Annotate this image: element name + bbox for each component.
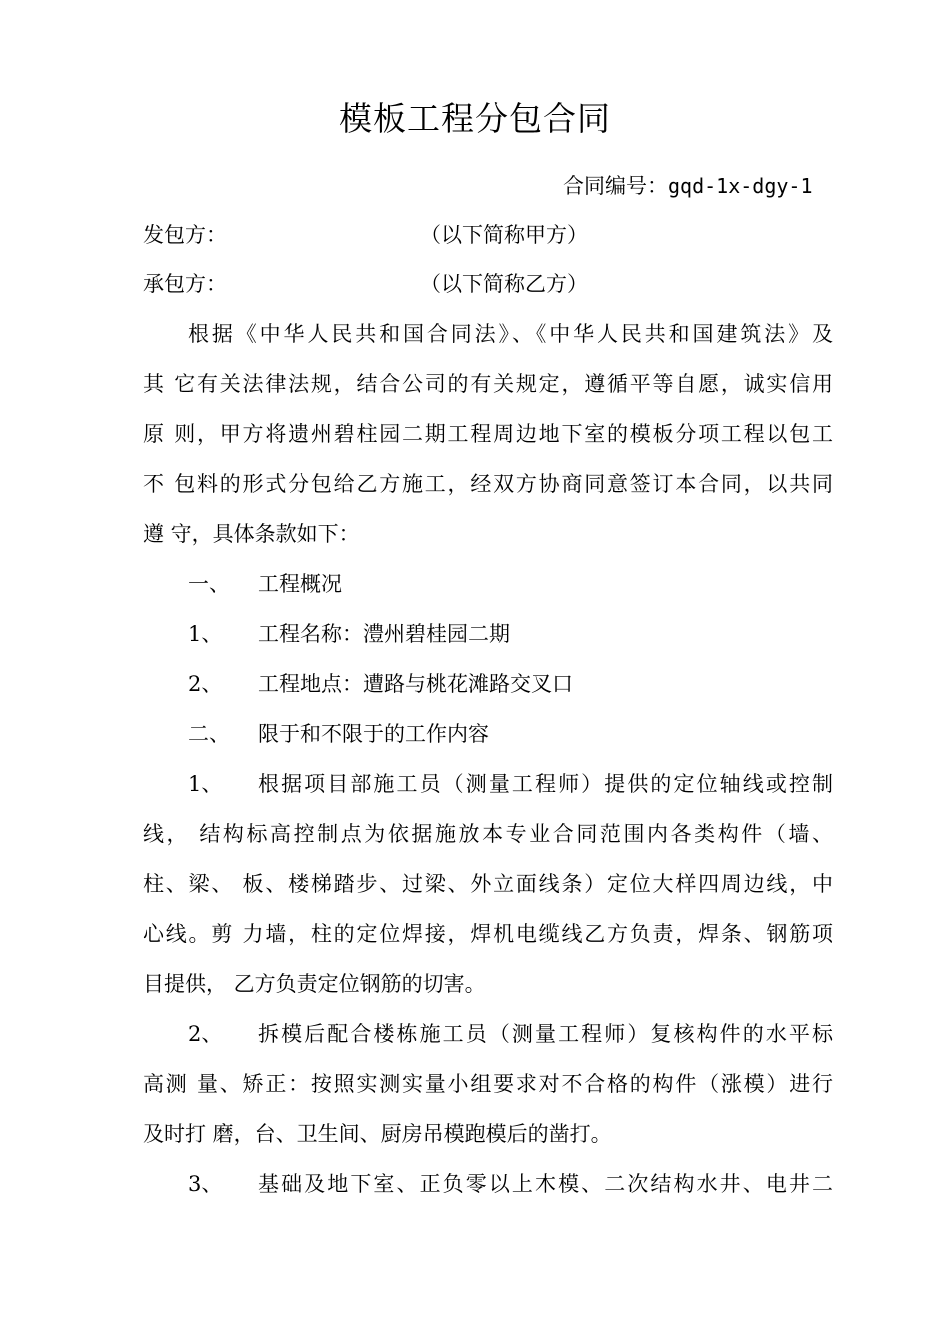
section-number: 一、	[188, 572, 230, 596]
party-b-note: （以下简称乙方）	[420, 272, 588, 296]
item-text-line: 及时打 磨，台、卫生间、厨房吊模跑模后的凿打。	[143, 1122, 612, 1146]
item-number: 2、	[188, 672, 223, 696]
item-number: 1、	[188, 772, 223, 796]
item-number: 1、	[188, 622, 223, 646]
item-text: 基础及地下室、正负零以上木模、二次结构水井、电井二	[258, 1172, 833, 1196]
intro-line: 不 包料的形式分包给乙方施工，经双方协商同意签订本合同，以共同	[143, 472, 833, 496]
item-text-line: 心线。剪 力墙，柱的定位焊接，焊机电缆线乙方负责，焊条、钢筋项	[143, 922, 833, 946]
item-text-line: 高测 量、矫正：按照实测实量小组要求对不合格的构件（涨模）进行	[143, 1072, 833, 1096]
contract-number-label: 合同编号：	[563, 174, 668, 198]
item-text: 工程名称：澧州碧桂园二期	[258, 622, 510, 646]
document-title: 模板工程分包合同	[339, 99, 611, 138]
party-a-label: 发包方：	[143, 223, 227, 247]
item-text-line: 柱、梁、 板、楼梯踏步、过梁、外立面线条）定位大样四周边线，中	[143, 872, 833, 896]
item-text-line: 目提供， 乙方负责定位钢筋的切害。	[143, 972, 486, 996]
intro-line: 其 它有关法律法规，结合公司的有关规定，遵循平等自愿，诚实信用	[143, 372, 833, 396]
contract-number	[563, 171, 813, 201]
item-number: 3、	[188, 1172, 223, 1196]
party-b-label: 承包方：	[143, 272, 227, 296]
section-title: 限于和不限于的工作内容	[258, 722, 489, 746]
intro-line: 遵 守，具体条款如下：	[143, 522, 360, 546]
item-text: 根据项目部施工员（测量工程师）提供的定位轴线或控制	[258, 772, 833, 796]
contract-number-value: gqd-1x-dgy-1	[668, 174, 813, 198]
party-a-note: （以下简称甲方）	[420, 223, 588, 247]
item-text: 拆模后配合楼栋施工员（测量工程师）复核构件的水平标	[258, 1022, 833, 1046]
section-title: 工程概况	[258, 572, 342, 596]
item-text: 工程地点：遭路与桃花滩路交叉口	[258, 672, 573, 696]
section-number: 二、	[188, 722, 230, 746]
intro-line: 原 则，甲方将遗州碧柱园二期工程周边地下室的模板分项工程以包工	[143, 422, 833, 446]
item-number: 2、	[188, 1022, 223, 1046]
item-text-line: 线， 结构标高控制点为依据施放本专业合同范围内各类构件（墙、	[143, 822, 833, 846]
intro-line: 根据《中华人民共和国合同法》、《中华人民共和国建筑法》及	[188, 322, 833, 346]
